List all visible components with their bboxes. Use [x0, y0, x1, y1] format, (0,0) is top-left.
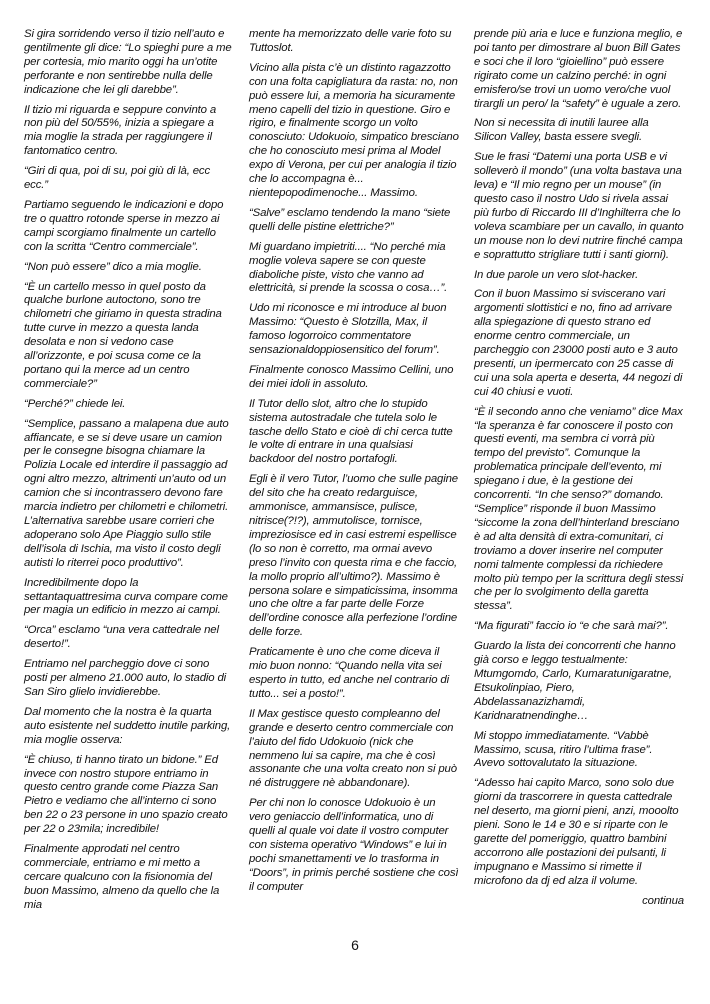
paragraph: Dal momento che la nostra è la quarta auto esistente nel suddetto inutile parking, mia moglie osserva:	[24, 705, 231, 746]
paragraph: Partiamo seguendo le indicazioni e dopo tre o quattro rotonde sperse in mezzo ai campi scorgiamo finalmente un cartello con la scritta “Centro commerciale”.	[24, 198, 224, 253]
paragraph: Udo mi riconosce e mi introduce al buon Massimo: “Questo è Slotzilla, Max, il famoso logorroico commentatore sensazionaldoppiosensitico del forum”.	[249, 302, 447, 357]
page-number: 6	[351, 937, 359, 953]
paragraph: Si gira sorridendo verso il tizio nell’auto e gentilmente gli dice: “Lo spieghi pure a me per cortesia, mio marito oggi ha un’otite perforante e non sentirebbe nulla delle indicazione che lei gli darebbe”.	[24, 28, 232, 96]
paragraph: Per chi non lo conosce Udokuoio è un vero geniaccio dell’informatica, uno di quelli al quale voi date il vostro computer con sistema operativo “Windows” e lui in pochi smanettamenti ve lo trasforma in “Doors”, in primis perché sostiene che così il computer	[249, 797, 459, 893]
paragraph: Finalmente conosco Massimo Cellini, uno dei miei idoli in assoluto.	[249, 363, 454, 390]
paragraph: Sue le frasi “Datemi una porta USB e vi solleverò il mondo” (una volta bastava una leva) e “Il mio regno per un mouse” (in questo caso il nostro Udo si rivela assai più furbo di Riccardo III d’Inghilterra che lo voleva scambiare per un cavallo, in quanto un mouse non lo devi nutrire finché campa e soprattutto strigliare tutti i santi giorni).	[474, 151, 684, 261]
paragraph: Mi guardano impietriti.... “No perché mia moglie voleva sapere se con queste diaboliche piste, visto che vanno ad elettricità, si prende la scossa o cosa…”.	[249, 240, 448, 295]
paragraph: “Ma figurati” faccio io “e che sarà mai?”.	[474, 620, 669, 633]
paragraph: Entriamo nel parcheggio dove ci sono posti per almeno 21.000 auto, lo stadio di San Siro glielo invidierebbe.	[24, 658, 227, 698]
paragraph: Il Max gestisce questo compleanno del grande e deserto centro commerciale con l’aiuto del fido Udokuoio (nick che nemmeno lui sa capire, ma che è così assonante che una volta creato non si può né distruggere nè abbandonare).	[249, 707, 457, 790]
paragraph: “Non può essere” dico a mia moglie.	[24, 260, 202, 273]
column-1	[24, 28, 234, 919]
paragraph: “Semplice, passano a malapena due auto affiancate, e se si deve usare un camion per le consegne bisogna chiamare la Polizia Locale ed interdire il passaggio ad ogni altro mezzo, altrimenti un’auto od un camion che si incontrassero devono fare marcia indietro per chilometri e chilometri. L’alternativa sarebbe usare corrieri che adoperano solo Ape Piaggio sullo stile dell’isola di Ischia, ma visto il costo degli autisti lo riterrei poco produttivo”.	[24, 417, 229, 569]
paragraph: “Salve” esclamo tendendo la mano “siete quelli delle pistine elettriche?”	[249, 206, 451, 233]
paragraph: Il tizio mi riguarda e seppure convinto a non più del 50/55%, inizia a spiegare a mia moglie la strada per raggiungere il fantomatico centro.	[24, 103, 217, 158]
paragraph: “Adesso hai capito Marco, sono solo due giorni da trascorrere in questa cattedrale nel deserto, ma giorni pieni, anzi, mooolto pieni. Sono le 14 e 30 e si riparte con le garette del pomeriggio, quattro bambini accorrono alle postazioni dei pulsanti, li impugnano e Massimo si rimette il microfono da dj ed alza il volume.	[474, 777, 679, 887]
column-3-body	[474, 28, 684, 889]
paragraph: mente ha memorizzato delle varie foto su Tuttoslot.	[249, 28, 452, 54]
paragraph: “È il secondo anno che veniamo” dice Max “la speranza è far conoscere il posto con questi eventi, ma sembra ci vorrà più tempo del previsto”. Comunque la problematica principale dell’evento, mi spiegano i due, è la gestione dei concorrenti. “In che senso?” domando. “Semplice” risponde il buon Massimo “siccome la zona dell’hinterland bresciano è ad alta densità di extra-comunitari, ci troviamo a dover inserire nel computer nomi talmente complessi da richiedere molto più tempo per la scrittura degli stessi che per lo svolgimento della garetta stessa”.	[474, 405, 684, 613]
paragraph: “Giri di qua, poi di su, poi giù di là, ecc ecc.”	[24, 165, 211, 192]
paragraph: “È un cartello messo in quel posto da qualche burlone autoctono, sono tre chilometri che giriamo in questa stradina tutte curve in mezzo a questa landa desolata e non si vedono case all’orizzonte, e poi scusa come ce la portano qui la merce ad un centro commerciale?”	[24, 280, 222, 390]
column-3	[474, 28, 684, 919]
continua-label: continua	[642, 894, 684, 907]
paragraph: Finalmente approdati nel centro commerciale, entriamo e mi metto a cercare qualcuno con la fisionomia del buon Massimo, almeno da quello che la mia	[24, 843, 220, 911]
paragraph: “È chiuso, ti hanno tirato un bidone.” Ed invece con nostro stupore entriamo in questo centro grande come Piazza San Pietro e vediamo che all’interno ci sono ben 22 o 23 persone in uno spazio creato per 22 o 23mila; incredibile!	[24, 753, 228, 836]
paragraph: Praticamente è uno che come diceva il mio buon nonno: “Quando nella vita sei esperto in tutto, ed anche nel contrario di tutto... sei a posto!”.	[249, 646, 449, 700]
text-columns	[24, 28, 686, 919]
paragraph: Vicino alla pista c’è un distinto ragazzotto con una folta capigliatura da rasta: no, non può essere lui, a memoria ha sicuramente meno capelli del tizio in questione. Giro e rigiro, e finalmente scorgo un volto conosciuto: Udokuoio, simpatico bresciano che ho conosciuto mesi prima al Model expo di Verona, per cui per analogia il tizio che lo accompagna è... nientepopodimenoche... Massimo.	[249, 61, 459, 199]
paragraph: “Perché?” chiede lei.	[24, 397, 126, 410]
paragraph: Non si necessita di inutili lauree alla Silicon Valley, basta essere svegli.	[474, 117, 649, 144]
paragraph: Mi stoppo immediatamente. “Vabbè Massimo, scusa, ritiro l’ultima frase”. Avevo sottovalutato la situazione.	[474, 729, 653, 770]
column-2	[249, 28, 459, 919]
paragraph: Egli è il vero Tutor, l’uomo che sulle pagine del sito che ha creato redarguisce, ammonisce, ammansisce, pulisce, nitrisce(?!?), ammutolisce, tornisce, impreziosisce ed in casi estremi espellisce (lo so non è corretto, ma ormai avevo preso l’invito con questa rima e che faccio, la mollo proprio all’ultimo?). Massimo è persona solare e simpaticissima, insomma uno che oltre a far parte delle Forze dell’ordine conosce alla perfezione l’ordine delle forze.	[249, 473, 458, 639]
paragraph: prende più aria e luce e funziona meglio, e poi tanto per dimostrare al buon Bill Gates e soci che il loro “gioiellino” può essere rigirato come un calzino perché: in ogni emisfero/se trovi un uomo vero/che vuol tirargli un pero/ la “safety” è uguale a zero.	[474, 28, 683, 110]
paragraph: Il Tutor dello slot, altro che lo stupido sistema autostradale che tutela solo le tasche dello Stato e cioè di chi cerca tutte le volte di entrare in una qualsiasi backdoor del nostro portafogli.	[249, 397, 453, 466]
paragraph: “Orca” esclamo “una vera cattedrale nel deserto!”.	[24, 624, 219, 651]
paragraph: Con il buon Massimo si sviscerano vari argomenti slottistici e no, fino ad arrivare alla spiegazione di questo strano ed enorme centro commerciale, un parcheggio con 23000 posti auto e 3 auto presenti, un ipermercato con 25 casse di cui una sola aperta e deserta, 44 negozi di cui 40 chiusi e vuoti.	[474, 288, 683, 398]
paragraph: In due parole un vero slot-hacker.	[474, 268, 639, 281]
paragraph: Incredibilmente dopo la settantaquattresima curva compare come per magia un edificio in mezzo ai campi.	[24, 576, 228, 617]
paragraph: Guardo la lista dei concorrenti che hanno già corso e leggo testualmente: Mtumgomdo, Carlo, Kumaratunigaratne, Etsukolinpiao, Piero, Abdelassanazizhamdi, Karidnaratnendinghe…	[474, 640, 676, 722]
